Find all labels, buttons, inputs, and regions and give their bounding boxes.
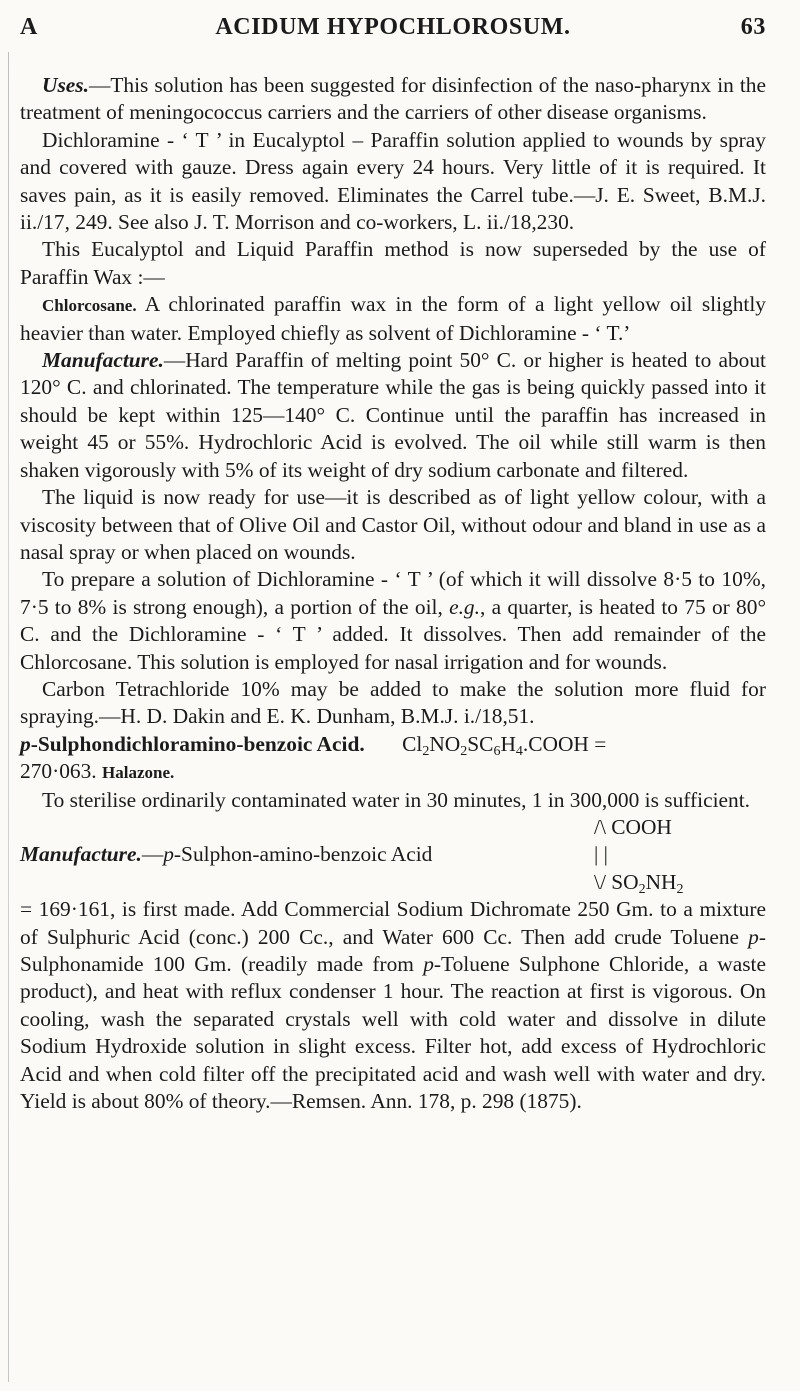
structure-part: \/ SO <box>594 869 639 894</box>
dash: — <box>141 842 164 867</box>
structure-middle: | | <box>594 842 608 867</box>
prepare-text-a: To prepare a solution of Dichloramine - ‘ T ’ (of which it will dissolve 8·5 to 10%, 7·5 to 8% is strong enough), a portion of the oil, <box>20 567 766 619</box>
prepare-text-b: , a quarter, is heated to 75 or 80° C. and the Dichloramine - ‘ T ’ added. It dissolves. Then add remainder of the Chlorcosane. This solution is employed for nasal irrigation and for wounds. <box>20 594 766 674</box>
structure-bottom <box>594 869 683 896</box>
formula-part: NO <box>429 731 461 756</box>
manufacture-text: —Hard Paraffin of melting point 50° C. or higher is heated to about 120° C. and chlorinated. The temperature while the gas is being quickly passed into it should be kept within 125—140° C. Continue until the paraffin has increased in weight 45 or 55%. Hydrochloric Acid is evolved. The oil while still warm is then shaken vigorously with 5% of its weight of dry sodium carbonate and filtered. <box>20 348 766 482</box>
manufacture2-text-c: -Toluene Sulphone Chloride, a waste product), and heat with reflux condenser 1 hour. The reaction at first is vigorous. On cooling, wash the separated crystals well with cold water and dissolve in dilute Sodium Hydroxide solution in slight excess. Filter hot, add excess of Hydrochloric Acid and when cold filter off the precipitated acid and wash well with water and dry. Yield is about 80% of theory.—Remsen. Ann. 178, p. 298 (1875). <box>20 951 766 1113</box>
formula-sub: 2 <box>422 743 430 759</box>
manufacture-paragraph <box>20 347 766 484</box>
para-prefix: p <box>748 924 759 949</box>
formula-part: SC <box>467 731 494 756</box>
binding-shadow <box>8 52 9 1382</box>
formula-part: Cl <box>402 731 423 756</box>
compound-formula <box>402 731 607 759</box>
reagent-prefix: p <box>163 842 174 867</box>
dichloramine-paragraph: Dichloramine - ‘ T ’ in Eucalyptol – Paraffin solution applied to wounds by spray and covered with gauze. Dress again every 24 hours. Very little of it is required. It saves pain, as it is easily removed. Eliminates the Carrel tube.—J. E. Sweet, B.M.J. ii./17, 249. See also J. T. Morrison and co-workers, L. ii./18,230. <box>20 127 766 235</box>
running-header <box>20 14 766 50</box>
prepare-paragraph <box>20 566 766 676</box>
uses-paragraph <box>20 72 766 127</box>
structure-middle-line <box>20 841 766 868</box>
chlorcosane-paragraph <box>20 291 766 347</box>
manufacture2-text-a: = 169·161, is first made. Add Commercial Sodium Dichromate 250 Gm. to a mixture of Sulphuric Acid (conc.) 200 Cc., and Water 600 Cc. Then add crude Toluene <box>20 897 766 949</box>
compound-name: -Sulphondichloramino-benzoic Acid. <box>30 731 365 756</box>
manufacture2-heading: Manufacture. <box>20 842 142 867</box>
chlorcosane-text: A chlorinated paraffin wax in the form of a light yellow oil slightly heavier than water. Employed chiefly as solvent of Dichloramine - ‘ T.’ <box>20 292 766 345</box>
structure-part: NH <box>645 869 677 894</box>
molecular-weight: 270·063. <box>20 759 97 784</box>
formula-sub: 4 <box>515 743 523 759</box>
manufacture2-heading-run <box>20 841 432 868</box>
reagent-name: -Sulphon-amino-benzoic Acid <box>173 842 433 867</box>
structure-sub: 2 <box>676 881 684 897</box>
carbon-tetrachloride-paragraph: Carbon Tetrachloride 10% may be added to make the solution more fluid for spraying.—H. D. Dakin and E. K. Dunham, B.M.J. i./18,51. <box>20 676 766 729</box>
header-title: ACIDUM HYPOCHLOROSUM. <box>215 14 571 40</box>
uses-text: —This solution has been suggested for disinfection of the naso-pharynx in the treatment of meningococcus carriers and the carriers of other disease organisms. <box>20 73 766 125</box>
synonym: Halazone. <box>102 763 175 783</box>
formula-sub: 2 <box>460 743 468 759</box>
page-number: 63 <box>740 14 766 40</box>
liquid-paragraph: The liquid is now ready for use—it is described as of light yellow colour, with a viscosity between that of Olive Oil and Castor Oil, without odour and bland in use as a nasal spray or when placed on wounds. <box>20 485 766 564</box>
structure-sub: 2 <box>638 881 646 897</box>
chlorcosane-term: Chlorcosane. <box>42 296 137 316</box>
compound-prefix: p <box>20 731 31 756</box>
uses-heading: Uses. <box>42 73 89 97</box>
compound-heading-line <box>20 731 766 758</box>
manufacture2-paragraph <box>20 896 766 1115</box>
prepare-eg: e.g. <box>449 594 480 619</box>
body-text <box>20 72 766 1115</box>
structure-top: /\ COOH <box>594 814 672 839</box>
formula-part: .COOH = <box>522 731 607 756</box>
structure-bottom-line <box>20 869 766 896</box>
manufacture2-text-b: -Sulphonamide 100 Gm. (readily made from <box>20 924 766 976</box>
para-prefix: p <box>423 951 434 976</box>
sterilise-paragraph: To sterilise ordinarily contaminated water in 30 minutes, 1 in 300,000 is sufficient. <box>42 787 751 812</box>
formula-part: H <box>500 731 516 756</box>
compound-weight-line <box>20 758 766 786</box>
header-section-letter: A <box>20 14 38 40</box>
superseded-paragraph: This Eucalyptol and Liquid Paraffin method is now superseded by the use of Paraffin Wax :— <box>20 237 766 289</box>
manufacture-heading: Manufacture. <box>42 348 164 373</box>
formula-sub: 6 <box>493 743 501 759</box>
structure-top-line <box>20 814 766 841</box>
